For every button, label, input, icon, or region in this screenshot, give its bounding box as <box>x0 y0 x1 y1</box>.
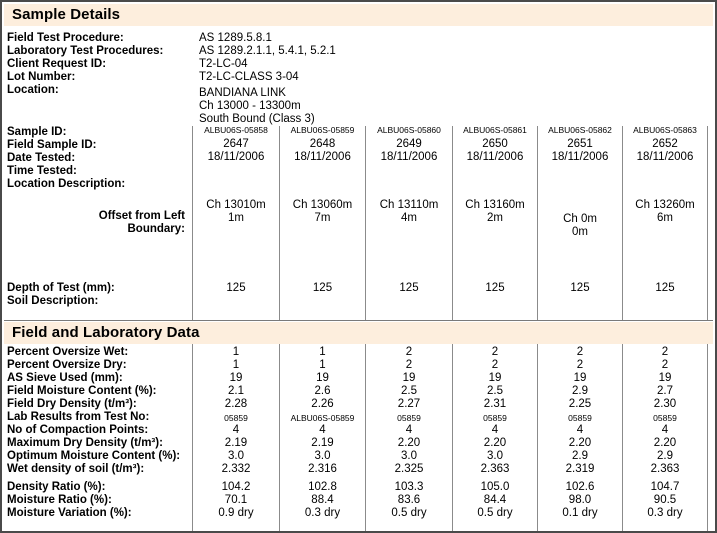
label-field-test-procedure: Field Test Procedure: <box>7 32 124 44</box>
cell-optimum-moisture-content-col5: 2.9 <box>572 450 588 462</box>
cell-field-dry-density-col2: 2.26 <box>311 398 334 410</box>
label-client-request-id: Client Request ID: <box>7 58 107 70</box>
cell-field-dry-density-col3: 2.27 <box>397 398 421 410</box>
cell-density-ratio-col2: 102.8 <box>308 481 337 493</box>
cell-offset-col2: 7m <box>314 212 331 224</box>
field-lab-title: Field and Laboratory Data <box>12 324 200 341</box>
cell-lab-results-from-test-no-col3: 05859 <box>397 413 421 423</box>
cell-field-sample-id-col6: 2652 <box>652 138 678 150</box>
cell-field-sample-id-col3: 2649 <box>396 138 422 150</box>
label-wet-density-of-soil: Wet density of soil (t/m³): <box>7 463 145 475</box>
cell-sample-id-col6: ALBU06S-05863 <box>633 125 697 135</box>
label-percent-oversize-wet: Percent Oversize Wet: <box>7 346 129 358</box>
cell-date-tested-col6: 18/11/2006 <box>636 151 694 163</box>
cell-location-description-col5: Ch 0m <box>563 213 597 225</box>
label-lab-test-procedures: Laboratory Test Procedures: <box>7 45 164 57</box>
column-divider-0-6 <box>707 126 708 320</box>
sample-details-header-bar <box>4 4 713 26</box>
cell-no-of-compaction-points-col6: 4 <box>661 424 669 436</box>
label-lot-number: Lot Number: <box>7 71 76 83</box>
cell-density-ratio-col5: 102.6 <box>565 481 595 493</box>
value-lot-number: T2-LC-CLASS 3-04 <box>199 71 299 83</box>
cell-no-of-compaction-points-col4: 4 <box>491 424 499 436</box>
field-lab-header-bar <box>4 322 713 344</box>
label-depth-of-test: Depth of Test (mm): <box>7 282 115 294</box>
cell-field-sample-id-col4: 2650 <box>482 138 508 150</box>
cell-date-tested-col2: 18/11/2006 <box>294 151 351 163</box>
cell-moisture-ratio-col4: 84.4 <box>483 494 507 506</box>
cell-moisture-variation-col4: 0.5 dry <box>477 507 513 519</box>
cell-date-tested-col4: 18/11/2006 <box>466 151 524 163</box>
label-offset-boundary-line2: Boundary: <box>127 223 185 235</box>
cell-percent-oversize-dry-col4: 2 <box>491 359 499 371</box>
cell-sample-id-col5: ALBU06S-05862 <box>548 125 612 135</box>
cell-as-sieve-used-col6: 19 <box>658 372 672 384</box>
label-offset-from-left-line1: Offset from Left <box>98 210 185 222</box>
cell-field-sample-id-col5: 2651 <box>567 138 593 150</box>
cell-depth-of-test-col1: 125 <box>226 282 246 294</box>
cell-optimum-moisture-content-col2: 3.0 <box>314 450 331 462</box>
cell-location-description-col2: Ch 13060m <box>292 199 353 211</box>
cell-no-of-compaction-points-col3: 4 <box>405 424 413 436</box>
cell-sample-id-col3: ALBU06S-05860 <box>377 125 441 135</box>
cell-field-sample-id-col2: 2648 <box>309 138 336 150</box>
cell-field-dry-density-col5: 2.25 <box>568 398 592 410</box>
cell-as-sieve-used-col5: 19 <box>573 372 587 384</box>
cell-location-description-col4: Ch 13160m <box>465 199 525 211</box>
cell-moisture-variation-col2: 0.3 dry <box>304 507 341 519</box>
cell-location-description-col3: Ch 13110m <box>379 199 439 211</box>
label-maximum-dry-density: Maximum Dry Density (t/m³): <box>7 437 163 449</box>
cell-percent-oversize-wet-col6: 2 <box>661 346 669 358</box>
cell-maximum-dry-density-col3: 2.20 <box>397 437 421 449</box>
cell-maximum-dry-density-col6: 2.20 <box>653 437 677 449</box>
cell-lab-results-from-test-no-col5: 05859 <box>568 413 592 423</box>
value-location-line-3: South Bound (Class 3) <box>199 113 315 125</box>
label-field-sample-id: Field Sample ID: <box>7 139 97 151</box>
value-lab-test-procedures: AS 1289.2.1.1, 5.4.1, 5.2.1 <box>199 45 336 57</box>
cell-offset-col3: 4m <box>401 212 417 224</box>
cell-percent-oversize-wet-col2: 1 <box>319 346 326 358</box>
cell-maximum-dry-density-col4: 2.20 <box>483 437 507 449</box>
cell-percent-oversize-wet-col3: 2 <box>405 346 413 358</box>
cell-no-of-compaction-points-col1: 4 <box>232 424 240 436</box>
cell-location-description-col6: Ch 13260m <box>635 199 695 211</box>
label-percent-oversize-dry: Percent Oversize Dry: <box>7 359 127 371</box>
cell-wet-density-of-soil-col1: 2.332 <box>221 463 251 475</box>
cell-field-sample-id-col1: 2647 <box>223 138 249 150</box>
label-optimum-moisture-content: Optimum Moisture Content (%): <box>7 450 181 462</box>
cell-lab-results-from-test-no-col2: ALBU06S-05859 <box>290 413 355 423</box>
sample-details-title: Sample Details <box>12 6 121 23</box>
label-lab-results-from-test-no: Lab Results from Test No: <box>7 411 150 423</box>
cell-field-dry-density-col1: 2.28 <box>224 398 248 410</box>
label-field-moisture-content: Field Moisture Content (%): <box>7 385 157 397</box>
cell-lab-results-from-test-no-col4: 05859 <box>483 413 507 423</box>
label-as-sieve-used: AS Sieve Used (mm): <box>7 372 123 384</box>
cell-optimum-moisture-content-col6: 2.9 <box>657 450 673 462</box>
cell-moisture-ratio-col6: 90.5 <box>653 494 677 506</box>
value-client-request-id: T2-LC-04 <box>199 58 248 70</box>
label-location: Location: <box>7 84 59 96</box>
cell-as-sieve-used-col2: 19 <box>316 372 329 384</box>
cell-sample-id-col1: ALBU06S-05858 <box>204 125 268 135</box>
cell-optimum-moisture-content-col1: 3.0 <box>228 450 244 462</box>
cell-date-tested-col3: 18/11/2006 <box>380 151 438 163</box>
cell-moisture-ratio-col2: 88.4 <box>311 494 334 506</box>
cell-moisture-ratio-col5: 98.0 <box>568 494 592 506</box>
cell-sample-id-col4: ALBU06S-05861 <box>463 125 527 135</box>
cell-date-tested-col1: 18/11/2006 <box>207 151 265 163</box>
cell-field-moisture-content-col4: 2.5 <box>487 385 503 397</box>
cell-location-description-col1: Ch 13010m <box>206 199 266 211</box>
label-time-tested: Time Tested: <box>7 165 77 177</box>
cell-moisture-variation-col3: 0.5 dry <box>391 507 427 519</box>
cell-wet-density-of-soil-col5: 2.319 <box>565 463 595 475</box>
cell-field-moisture-content-col5: 2.9 <box>572 385 588 397</box>
cell-maximum-dry-density-col2: 2.19 <box>311 437 334 449</box>
cell-field-moisture-content-col1: 2.1 <box>228 385 244 397</box>
cell-depth-of-test-col3: 125 <box>399 282 419 294</box>
cell-percent-oversize-wet-col1: 1 <box>232 346 240 358</box>
cell-wet-density-of-soil-col4: 2.363 <box>480 463 510 475</box>
cell-percent-oversize-dry-col6: 2 <box>661 359 669 371</box>
cell-offset-col6: 6m <box>657 212 673 224</box>
cell-percent-oversize-dry-col1: 1 <box>232 359 240 371</box>
value-location-line-1: BANDIANA LINK <box>199 87 286 99</box>
cell-percent-oversize-wet-col4: 2 <box>491 346 499 358</box>
cell-lab-results-from-test-no-col1: 05859 <box>224 413 248 423</box>
cell-moisture-variation-col1: 0.9 dry <box>218 507 254 519</box>
cell-percent-oversize-wet-col5: 2 <box>576 346 584 358</box>
cell-date-tested-col5: 18/11/2006 <box>551 151 609 163</box>
cell-offset-col1: 1m <box>228 212 244 224</box>
cell-depth-of-test-col4: 125 <box>485 282 505 294</box>
label-sample-id: Sample ID: <box>7 126 67 138</box>
cell-depth-of-test-col5: 125 <box>570 282 590 294</box>
cell-moisture-ratio-col3: 83.6 <box>397 494 421 506</box>
label-location-description: Location Description: <box>7 178 126 190</box>
label-moisture-variation: Moisture Variation (%): <box>7 507 132 519</box>
cell-moisture-ratio-col1: 70.1 <box>224 494 248 506</box>
cell-offset-col5: 0m <box>572 226 588 238</box>
cell-moisture-variation-col5: 0.1 dry <box>562 507 598 519</box>
cell-wet-density-of-soil-col3: 2.325 <box>394 463 424 475</box>
cell-field-dry-density-col4: 2.31 <box>483 398 507 410</box>
cell-lab-results-from-test-no-col6: 05859 <box>653 413 677 423</box>
label-no-of-compaction-points: No of Compaction Points: <box>7 424 149 436</box>
label-density-ratio: Density Ratio (%): <box>7 481 106 493</box>
cell-sample-id-col2: ALBU06S-05859 <box>290 125 355 135</box>
column-divider-1-6 <box>707 344 708 533</box>
cell-density-ratio-col1: 104.2 <box>221 481 251 493</box>
cell-no-of-compaction-points-col2: 4 <box>319 424 326 436</box>
section-divider-rule <box>4 320 713 321</box>
cell-field-dry-density-col6: 2.30 <box>653 398 677 410</box>
cell-maximum-dry-density-col1: 2.19 <box>224 437 248 449</box>
cell-percent-oversize-dry-col2: 1 <box>319 359 326 371</box>
cell-depth-of-test-col2: 125 <box>312 282 333 294</box>
cell-percent-oversize-dry-col5: 2 <box>576 359 584 371</box>
cell-density-ratio-col4: 105.0 <box>480 481 510 493</box>
cell-optimum-moisture-content-col4: 3.0 <box>487 450 503 462</box>
cell-as-sieve-used-col4: 19 <box>488 372 502 384</box>
cell-maximum-dry-density-col5: 2.20 <box>568 437 592 449</box>
label-soil-description: Soil Description: <box>7 295 99 307</box>
cell-wet-density-of-soil-col6: 2.363 <box>650 463 680 475</box>
cell-field-moisture-content-col2: 2.6 <box>314 385 331 397</box>
label-moisture-ratio: Moisture Ratio (%): <box>7 494 112 506</box>
cell-field-moisture-content-col6: 2.7 <box>657 385 673 397</box>
cell-as-sieve-used-col1: 19 <box>229 372 243 384</box>
cell-optimum-moisture-content-col3: 3.0 <box>401 450 417 462</box>
cell-as-sieve-used-col3: 19 <box>402 372 416 384</box>
cell-percent-oversize-dry-col3: 2 <box>405 359 413 371</box>
cell-wet-density-of-soil-col2: 2.316 <box>308 463 337 475</box>
value-location-line-2: Ch 13000 - 13300m <box>199 100 301 112</box>
cell-density-ratio-col6: 104.7 <box>650 481 680 493</box>
cell-moisture-variation-col6: 0.3 dry <box>647 507 683 519</box>
cell-offset-col4: 2m <box>487 212 503 224</box>
label-date-tested: Date Tested: <box>7 152 76 164</box>
cell-field-moisture-content-col3: 2.5 <box>401 385 417 397</box>
label-field-dry-density: Field Dry Density (t/m³): <box>7 398 137 410</box>
cell-density-ratio-col3: 103.3 <box>394 481 424 493</box>
value-field-test-procedure: AS 1289.5.8.1 <box>199 32 272 44</box>
cell-no-of-compaction-points-col5: 4 <box>576 424 584 436</box>
cell-depth-of-test-col6: 125 <box>655 282 675 294</box>
